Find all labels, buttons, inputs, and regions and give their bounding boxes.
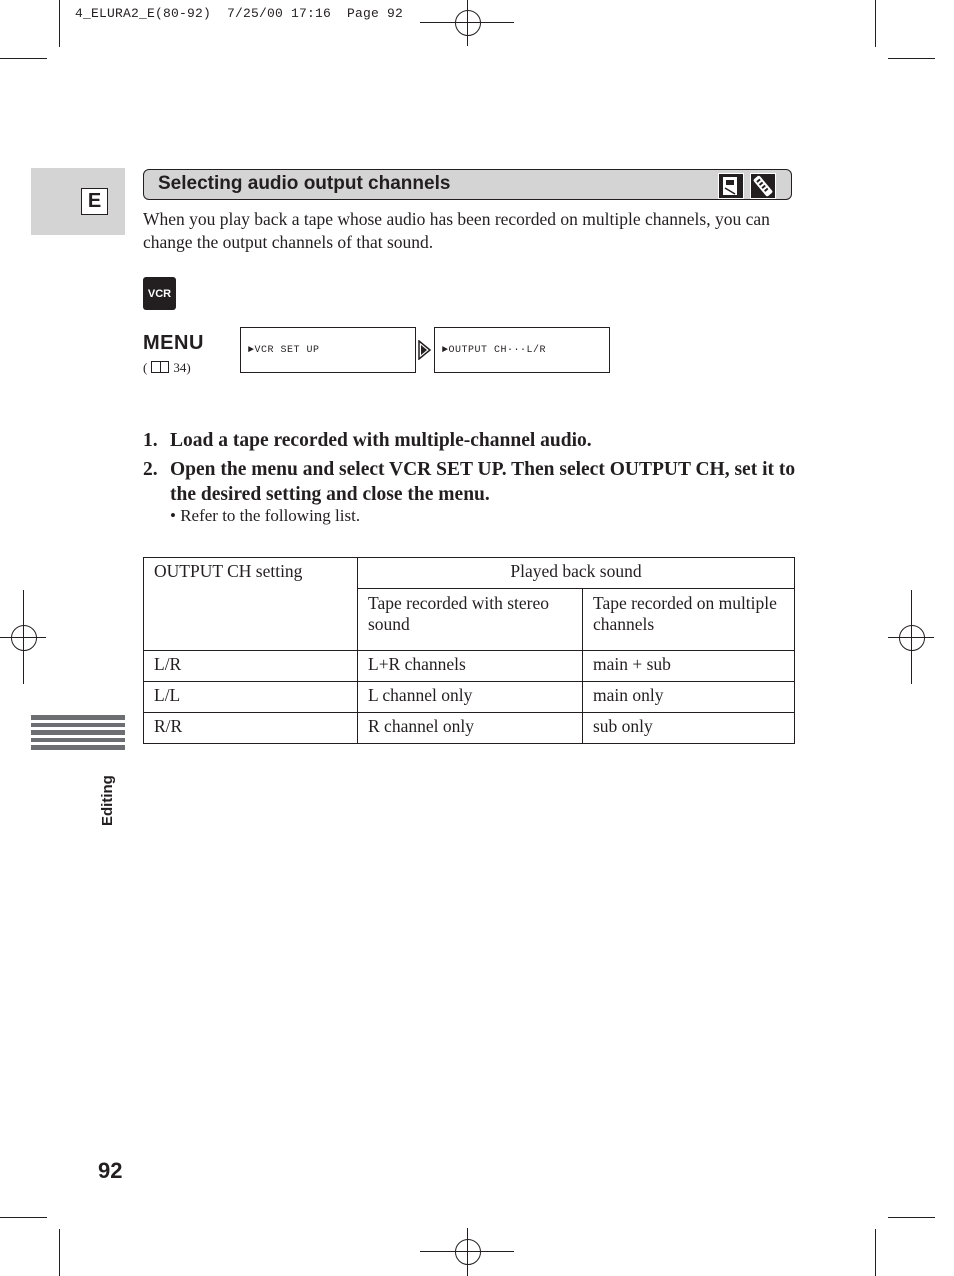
table-header-output-ch: OUTPUT CH setting (144, 558, 358, 651)
intro-text: When you play back a tape whose audio has been recorded on multiple channels, you can change the output channels of that sound. (143, 209, 770, 252)
table-cell: L/R (144, 651, 358, 682)
page-number: 92 (98, 1158, 123, 1183)
table-header-played-back: Played back sound (358, 558, 795, 589)
table-cell: L+R channels (358, 651, 583, 682)
arrow-right-icon (418, 340, 432, 365)
vcr-mode-badge: VCR (143, 277, 176, 310)
chapter-label: Editing (99, 775, 116, 826)
chapter-stripes (31, 715, 125, 753)
card-icon (718, 173, 744, 199)
step-text: Load a tape recorded with multiple-channel audio. (170, 430, 592, 451)
table-subheader-stereo: Tape recorded with stereo sound (358, 589, 583, 651)
table-cell: R channel only (358, 713, 583, 744)
page-reference-number: 34) (173, 360, 191, 375)
table-cell: L channel only (358, 682, 583, 713)
table-row (144, 651, 795, 682)
table-cell: L/L (144, 682, 358, 713)
section-title: Selecting audio output channels (158, 173, 451, 194)
menu-screen-vcr-setup: ►VCR SET UP (240, 327, 416, 373)
table-row (144, 682, 795, 713)
table-cell: R/R (144, 713, 358, 744)
page-reference (143, 360, 191, 376)
language-tab-letter: E (81, 188, 108, 215)
language-tab (31, 168, 125, 235)
step-number: 1. (143, 430, 158, 451)
table-cell: sub only (583, 713, 795, 744)
table-cell: main + sub (583, 651, 795, 682)
table-row (144, 713, 795, 744)
step-note: • Refer to the following list. (170, 506, 361, 525)
table-subheader-multiple: Tape recorded on multiple channels (583, 589, 795, 651)
page-reference-open: ( (143, 360, 148, 375)
step-text: Open the menu and select VCR SET UP. Then select OUTPUT CH, set it to the desired setting and close the menu. (170, 459, 796, 505)
section-title-bar (143, 169, 792, 200)
book-icon (151, 361, 169, 373)
output-channel-table (143, 557, 795, 744)
table-cell: main only (583, 682, 795, 713)
remote-control-icon (750, 173, 776, 199)
menu-screen-output-ch: ►OUTPUT CH···L/R (434, 327, 610, 373)
print-slug: 4_ELURA2_E(80-92) 7/25/00 17:16 Page 92 (75, 6, 404, 21)
step-number: 2. (143, 459, 158, 480)
menu-label: MENU (143, 332, 204, 354)
